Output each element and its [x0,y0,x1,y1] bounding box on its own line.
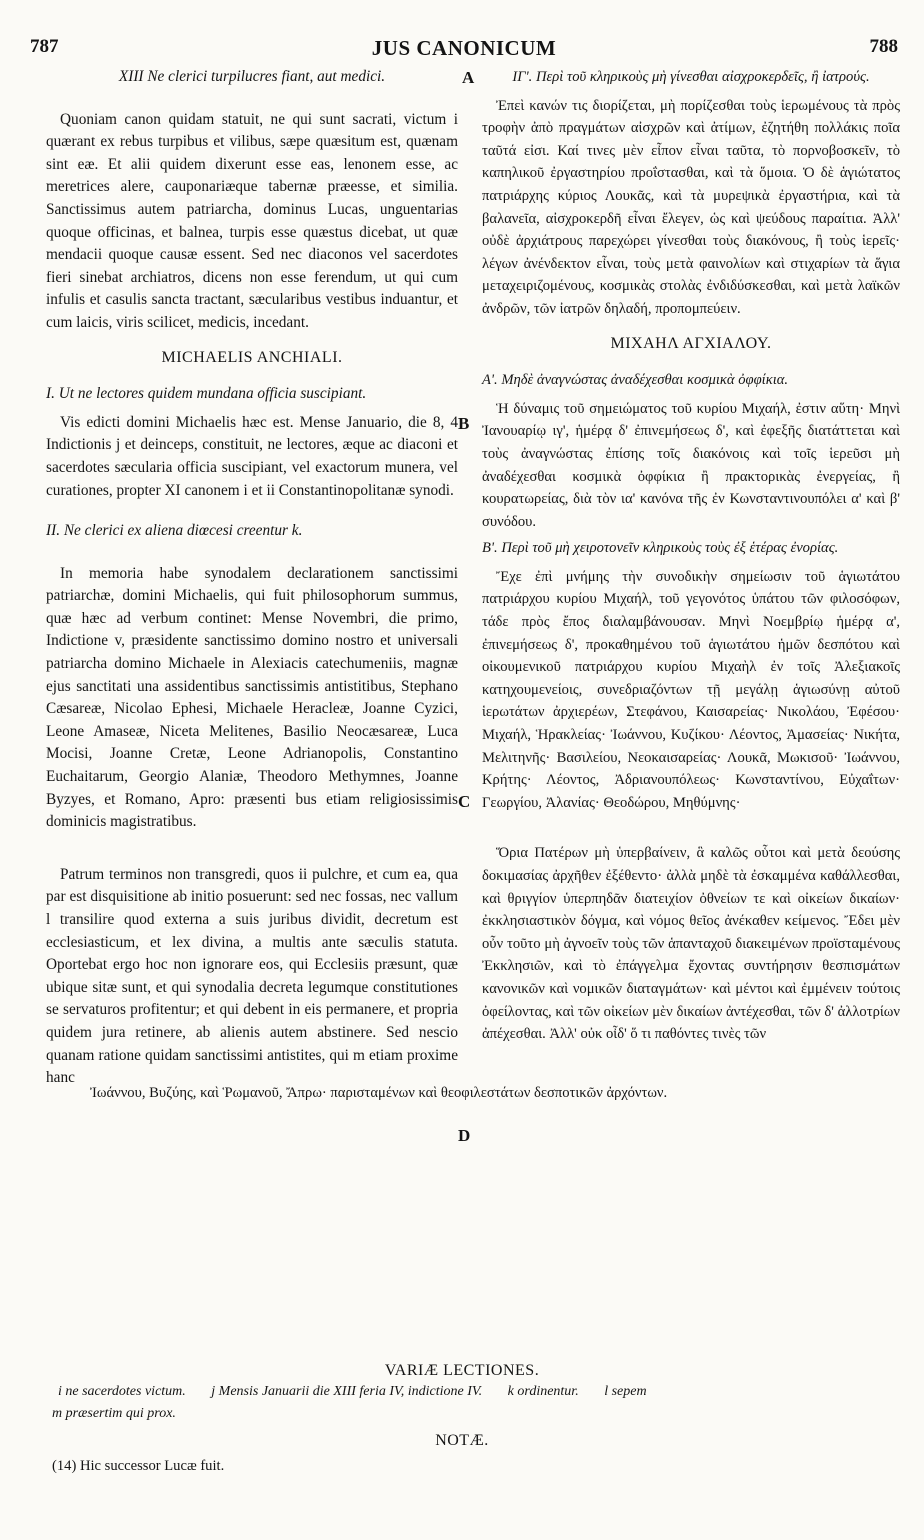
text-columns [46,66,902,1356]
greek-author-heading: ΜΙΧΑΗΛ ΑΓΧΙΑΛΟΥ. [610,334,772,352]
greek-chapter-title-ii: Β'. Περὶ τοῦ μὴ χειροτονεῖν κληρικοὺς τοὺς ἐξ ἑτέρας ἐνορίας. [482,540,839,557]
greek-paragraph: Ἔχε ἐπὶ μνήμης τὴν συνοδικὴν σημείωσιν τοῦ ἁγιωτάτου πατριάρχου κυρίου Μιχαήλ, τοῦ γεγονότος ὑπάτου τῶν φιλοσόφων, τάδε πρὸς ἔπος διαλαμβάνουσαν. Μηνὶ Νοεμβρίῳ ἡμέρᾳ α', ἐπινεμήσεως δ', προκαθημένου τοῦ ἁγιωτάτου ἡμῶν δεσπότου καὶ οἰκουμενικοῦ πατριάρχου κυρίου Μιχαὴλ ἐν τοῖς Ἀλεξιακοῖς κατηχουμενείοις, συνεδριαζόντων τῇ μεγάλῃ ἁγιωσύνῃ αὐτοῦ ἱερωτάτων ἀρχιερέων, Στεφάνου, Καισαρείας· Νικολάου, Ἐφέσου· Μιχαήλ, Ἡρακλείας· Ἰωάννου, Κυζίκου· Λέοντος, Ἀμασείας· Νικήτα, Μελιτηνῆς· Βασιλείου, Νεοκαισαρείας· Λουκᾶ, Μωκισοῦ· Ἰωάννου, Κρήτης· Λέοντος, Ἀδριανουπόλεως· Κωνσταντίνου, Εὐχαΐτων· Γεωργίου, Ἀλανίας· Θεοδώρου, Μηθύμνης· [482,568,900,811]
variant-reading: m præsertim qui prox. [52,1406,176,1421]
footnote: (14) Hic successor Lucæ fuit. [52,1458,225,1474]
greek-paragraph: Ἡ δύναμις τοῦ σημειώματος τοῦ κυρίου Μιχαήλ, ἐστιν αὕτη· Μηνὶ Ἰανουαρίῳ ιγ', ἡμέρᾳ δ' ἐπινεμήσεως δ', καὶ ἐφεξῆς διατάττεται καὶ τοὺς ἀναγνώστας ἐπίσης τοῖς διακόνοις καὶ τοῖς ἱερεῦσι μὴ ἀναδέχεσθαι κοσμικὰ ὀφφίκια ἢ πρακτορικὰς ἐνεργείας, ἢ κουρατωρείας, διὰ τὸν ια' κανόνα τῆς ἐν Κωνσταντινουπόλει α' καὶ β' συνόδου. [482,400,900,530]
page-number-left: 787 [30,36,59,57]
variae-lectiones-line [58,1384,900,1400]
variant-reading: k ordinentur. [507,1384,579,1399]
latin-column [46,66,458,1094]
margin-marker-c: C [458,792,471,811]
greek-column [482,66,900,1050]
latin-paragraph: Vis edicti domini Michaelis hæc est. Mense Januario, die 8, 4 Indictionis j et deinceps, constituit, ne lectores, æque ac diaconi et sacerdotes sæcularia officia suscipiant, vel exactorum munera, vel curationes, propter XI canonem i et ii Constantinopolitanæ synodi. [46,413,458,499]
margin-marker-b: B [458,414,470,433]
greek-paragraph: Ὅρια Πατέρων μὴ ὑπερβαίνειν, ἃ καλῶς οὗτοι καὶ μετὰ δεούσης δοκιμασίας ἀρχῆθεν ἐξέθεντο· ἀλλὰ μηδὲ τὰ ἐσκαμμένα καθάλλεσθαι, καὶ θριγγίον ὑπερπηδᾶν διατειχίον ὀθνείων τε καὶ οἰκείων δικαίων· ἐκκλησιαστικὸν δόγμα, καὶ νόμος θεῖος ἀνέκαθεν κείμενος. Ἔδει μὲν οὖν τοῦτο μὴ ἀγνοεῖν τοὺς τῶν ἁπανταχοῦ διακειμένων προϊσταμένους Ἐκκλησιῶν, καὶ τὸ ἐπάγγελμα ἔχοντας συντήρησιν θεσπισμάτων κανονικῶν καὶ νομικῶν διαταγμάτων· καὶ μέντοι καὶ ἐμμένειν τούτοις ὀφείλοντας, καὶ τῶν οἰκείων μὲν δικαίων ἀντέχεσθαι, τῶν δ' ἀλλοτρίων ἀπέχεσθαι. Ἀλλ' οὐκ οἶδ' ὅ τι παθόντες τινὲς τῶν [482,845,900,1043]
latin-paragraph: Patrum terminos non transgredi, quos ii pulchre, et cum ea, qua par est disquisitione ab initio posuerunt: sed nec fossas, nec vallum l transilire quod externa a suis juribus dividit, decretum est ecclesiasticum, et lex divina, a multis ante sæculis statuta. Oportebat ergo hoc non ignorare eos, qui Ecclesiis præsunt, quæ ubique sitæ sunt, et qui synodalia decreta legumque constitutiones se servaturos profitentur; et qui debent in eis permanere, et propria quidem jura retinere, ab alienis autem abstinere. Sed nescio quanam ratione quidam sanctissimi antistites, qui m etiam proxime hanc [46,865,458,1087]
greek-paragraph: Ἐπεὶ κανών τις διορίζεται, μὴ πορίζεσθαι τοὺς ἱερωμένους τὰ πρὸς τροφὴν ἀπὸ πραγμάτων αἰσχρῶν καὶ ἀτίμων, ἐζητήθη πολλάκις ποῖα ταῦτά εἰσι. Καί τινες μὲν εἶπον εἶναι ταῦτα, τὸ πορνοβοσκεῖν, τὸ καπηλικοῦ ἐργαστηρίου προΐστασθαι, καὶ τὰ ὅμοια. Ὁ δὲ ἁγιώτατος πατριάρχης κύριος Λουκᾶς, καὶ τὰ μυρεψικὰ ἐργαστήρια, καὶ τὰ βαλανεῖα, αἰσχροκερδῆ εἶναι ἔλεγεν, ὡς καὶ ψεύδους παραίτια. Ἀλλ' οὐδὲ ἀρχιάτρους παρεχώρει γίνεσθαι τοὺς διακόνους, ἢ τοὺς ἱερεῖς· λέγων ἀνένδεκτον εἶναι, τοὺς μετὰ φαινολίων καὶ στιχαρίων τὰ ἅγια μεταχειριζομένους, κοσμικὰς στολὰς ἐνδιδύσκεσθαι, καὶ μετὰ λαϊκῶν ἀνδρῶν, τῶν ἰατρῶν δηλαδή, προπομπεύειν. [482,97,900,317]
margin-marker-d: D [458,1126,471,1145]
variant-reading: i ne sacerdotes victum. [58,1384,186,1399]
variant-reading: l sepem [604,1384,647,1399]
greek-chapter-title-i: Α'. Μηδὲ ἀναγνώστας ἀναδέχεσθαι κοσμικὰ ὀφφίκια. [482,372,789,389]
variae-lectiones-heading: VARIÆ LECTIONES. [384,1362,540,1379]
notae-heading: NOTÆ. [435,1432,489,1449]
page-number-right: 788 [869,36,898,57]
greek-crossing-line: Ἰωάννου, Βυζύης, καὶ Ῥωμανοῦ, Ἄπρω· παρισταμένων καὶ θεοφιλεστάτων δεσποτικῶν ἀρχόντων. [90,1085,668,1101]
latin-chapter-title-ii: II. Ne clerici ex aliena diœcesi creentur k. [46,522,303,540]
variant-reading: j Mensis Januarii die XIII feria IV, indictione IV. [211,1384,483,1399]
margin-marker-a: A [462,68,475,87]
latin-paragraph: In memoria habe synodalem declarationem sanctissimi patriarchæ, domini Michaelis, qui fuit philosophorum summus, quæ hæc ad verbum continet: Mense Novembri, die primo, Indictione v, præsidente sanctissimo domino nostro et universali patriarcha domino Michaele in Alexiacis catechumeniis, magnæ ejus sanctitati una assidentibus sanctissimis antistitibus, Stephano Cæsareæ, Nicolao Ephesi, Michaele Heracleæ, Joanne Cyzici, Leone Amaseæ, Niceta Melitenes, Basilio Neocæsareæ, Luca Mocisi, Joanne Cretæ, Leone Adrianopolis, Constantino Euchaitarum, Georgio Alaniæ, Theodoro Methymnes, Joanne Byzyes, et Romano, Apro: præsenti bus etiam religiosissimis dominicis magistratibus. [46,564,458,831]
latin-author-heading: MICHAELIS ANCHIALI. [161,348,343,366]
page-header [30,36,898,64]
greek-chapter-title-xiii: ΙΓ'. Περὶ τοῦ κληρικοὺς μὴ γίνεσθαι αἰσχροκερδεῖς, ἢ ἰατρούς. [512,69,870,85]
latin-chapter-title-xiii: XIII Ne clerici turpilucres fiant, aut medici. [118,68,386,85]
running-title: JUS CANONICUM [371,36,557,60]
latin-paragraph: Quoniam canon quidam statuit, ne qui sunt sacrati, victum i quærant ex rebus turpibus et vilibus, sæpe quæsitum est, quænam sint eæ. Et alii quidem dixerunt esse eas, lenonem esse, ac meretrices alere, cauponariæque tabernæ præesse, et similia. Sanctissimus autem patriarcha, dominus Lucas, unguentarias quoque officinas, et balnea, turpis esse quæstus dicebat, ut quæ mendacii quoque causæ essent. Sed nec diaconos vel sacerdotes fieri sinebat archiatros, dicens non esse ferendum, ut qui cum infulis et casulis sancta tractant, sæcularibus vestibus induantur, et cum laicis, viris scilicet, medicis, incedant. [46,110,458,331]
latin-chapter-title-i: I. Ut ne lectores quidem mundana officia suscipiant. [46,385,367,403]
